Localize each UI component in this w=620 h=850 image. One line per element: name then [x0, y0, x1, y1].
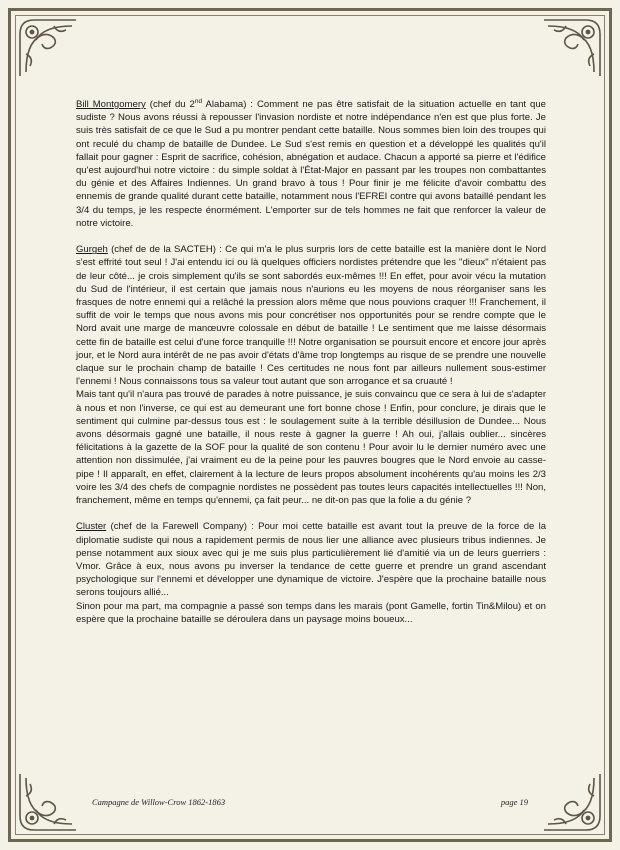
corner-ornament-icon	[14, 766, 84, 836]
paragraph-montgomery: Bill Montgomery (chef du 2nd Alabama) : Comment ne pas être satisfait de la situation actuelle en tant que sudiste ? Nous avons réussi à repousser l'invasion nordiste et notre indépendance n'en est que plus forte. Je suis très satisfait de ce que le Sud a pu montrer pendant cette bataille. Nous sommes bien loin des troupes qui ont reculé du champ de bataille de Dundee. Le Sud s'est remis en question et a développé les qualités qu'il fallait pour gagner : Esprit de sacrifice, cohésion, abnégation et audace. Chacun a apporté sa pierre et l'édifice qu'est aujourd'hui notre victoire : du simple soldat à l'État-Major en passant par les troupes non combattantes du génie et des Affaires Indiennes. Un grand bravo à tous ! Pour finir je me félicite d'avoir combattu des ennemis de grande qualité durant cette bataille, notamment nous l'EFREI contre qui avons bataillé pendant les 3/4 du temps, je les respecte énormément. L'emporter sur de tels hommes ne fait que renforcer la valeur de notre victoire.	[76, 97, 546, 229]
paragraph-gurgeh-continued: Mais tant qu'il n'aura pas trouvé de parades à notre puissance, je suis convaincu que ce sera à lui de s'adapter à nous et non l'inverse, ce qui est au demeurant une fort bonne chose ! Enfin, pour conclure, je dirais que le sentiment qui culmine par-dessus tous est : le soulagement suite à la terrible désillusion de Dundee... Nous avons désormais gagné une bataille, il nous reste à gagner la guerre ! Ah oui, j'allais oublier... sincères félicitations à la gazette de la SOF pour la qualité de son contenu ! Pour avoir lu le dernier numéro avec une attention non dissimulée, j'ai vraiment eu de la peine pour les pauvres bougres que le Nord envoie au casse-pipe ! Il apparaît, en effet, clairement à la lecture de leurs propos absolument incohérents qu'au moins les 2/3 voire les 3/4 des chefs de compagnie nordistes ne possèdent pas toutes leurs capacités intellectuelles !!! Non, franchement, même en temps qu'ennemi, ça fait peur... ne dit-on pas que la folie a du génie ?	[76, 389, 546, 507]
article-body	[76, 98, 546, 626]
speaker-name: Gurgeh	[76, 244, 108, 256]
page-number: page 19	[500, 797, 528, 807]
speaker-name: Bill Montgomery	[76, 99, 146, 110]
corner-ornament-icon	[14, 14, 84, 84]
corner-ornament-icon	[536, 14, 606, 84]
paragraph-cluster: Cluster (chef de la Farewell Company) : Pour moi cette bataille est avant tout la preuve de la force de la diplomatie sudiste qui nous a rapidement permis de nous lier une alliance avec plusieurs tribus indiennes. Je pense notamment aux sioux avec qui je me suis plus particulièrement lié d'amitié via un de leurs guerriers : Vmor. Grâce à eux, nous avons pu inverser la tendance de cette guerre et prendre un grand ascendant psychologique sur l'ennemi et développer une dynamique de victoire. J'espère que la prochaine bataille nous serons toujours allié...	[76, 521, 546, 599]
paragraph-cluster-continued: Sinon pour ma part, ma compagnie a passé son temps dans les marais (pont Gamelle, fortin Tin&Milou) et on espère que la prochaine bataille se déroulera dans un paysage moins boueux...	[76, 600, 546, 625]
corner-ornament-icon	[536, 766, 606, 836]
footer-title: Campagne de Willow-Crow 1862-1863	[92, 797, 226, 807]
speaker-name: Cluster	[76, 521, 107, 533]
paragraph-gurgeh: Gurgeh (chef de de la SACTEH) : Ce qui m'a le plus surpris lors de cette bataille est la manière dont le Nord s'est effrité tout seul ! J'ai entendu ici ou là quelques officiers nordistes prétendre que les "dieux" n'étaient pas de leur côté... je crois simplement qu'ils se sont sabordés eux-mêmes !!! En effet, pour avoir vécu la mutation du Sud de l'intérieur, il est certain que jamais nous n'aurions eu les moyens de nous réorganiser sans les frasques de notre ennemi qui a relâché la pression alors même que nous pouvions craquer !!! Franchement, il suffit de voir le temps que nous avons mis pour concrétiser nos opportunités pour se rendre compte que le Nord avait une marge de manœuvre colossale en début de bataille ! Le sentiment que me laisse désormais cette fin de bataille est celui d'une force tranquille !!! Notre organisation se poursuit encore et encore jour après jour, et le Nord aura intérêt de ne pas avoir d'états d'âme trop longtemps au risque de se prendre une nouvelle claque sur le prochain champ de bataille ! Ces certitudes ne nous font par ailleurs nullement sous-estimer l'ennemi ! Nous connaissons tous sa valeur tout autant que son arrogance et sa cruauté !	[76, 244, 546, 388]
